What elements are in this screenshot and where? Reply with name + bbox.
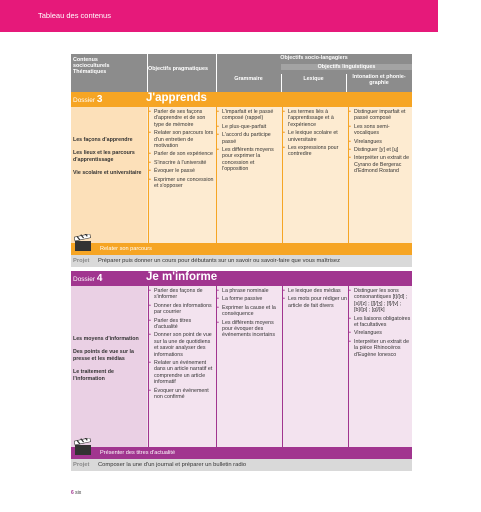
list-item: • L'imparfait et le passé composé (rappel) — [217, 109, 282, 122]
dossier-3-themes — [71, 107, 147, 243]
dossier-3-title: J'apprends — [146, 92, 207, 104]
header-pragmatiques: Objectifs pragmatiques — [148, 66, 208, 72]
list-item: • Distinguer [y] et [ɥ] — [349, 147, 412, 153]
header-lexique: Lexique — [303, 76, 324, 82]
strip-label: Présenter des titres d'actualité — [100, 450, 176, 456]
list-item: • Interpréter un extrait de Cyrano de Bergerac d'Edmond Rostand — [349, 155, 412, 174]
list-item: • Parler de ses façons d'apprendre et de son type de mémoire — [149, 109, 215, 128]
header-phonie: Intonation et phonie-graphie — [352, 74, 406, 86]
theme: Les moyens d'information — [73, 336, 139, 342]
list-item: • Donner son point de vue sur la une de quotidiens et savoir analyser des informations — [149, 332, 215, 358]
list-item: • Les mots pour rédiger un article de fait divers — [283, 296, 347, 309]
dossier-4-bar — [71, 271, 412, 286]
dossier-4-grammaire — [217, 286, 282, 447]
list-item: • La forme passive — [217, 296, 282, 302]
theme: Le traitement de l'information — [73, 369, 114, 382]
list-item: • L'accord du participe passé — [217, 132, 282, 145]
contents-table — [71, 54, 412, 471]
list-item: • Exprimer la cause et la conséquence — [217, 305, 282, 318]
dossier-4-themes — [71, 286, 147, 447]
header-divider — [147, 54, 148, 92]
list-item: • Le plus-que-parfait — [217, 124, 282, 130]
list-item: • Parler des façons de s'informer — [149, 288, 215, 301]
strip-label: Relater son parcours — [100, 246, 152, 252]
header-divider — [216, 54, 217, 92]
projet-text: Préparer puis donner un cours pour débutants sur un savoir ou savoir-faire que vous maîtrisez — [98, 258, 340, 264]
list-item: • Distinguer les sons consonantiques [t]/[d] ; [s]/[z] ; [ʃ]/[ʒ] ; [f]/[v] ; [b]/[p] ; [g]/[k] — [349, 288, 412, 314]
projet-text: Composer la une d'un journal et préparer un bulletin radio — [98, 462, 247, 468]
list-item: • Le lexique des médias — [283, 288, 347, 294]
list-item: • Donner des informations par courrier — [149, 303, 215, 316]
list-item: • Relater un événement dans un article narratif et comprendre un article informatif — [149, 360, 215, 386]
header-divider — [281, 74, 282, 92]
dossier-3-body — [71, 107, 412, 243]
dossier-4-phonie — [349, 286, 412, 447]
list-item: • Les différents moyens pour exprimer la concession et l'opposition — [217, 147, 282, 173]
list-item: • Les expressions pour contredire — [283, 145, 347, 158]
list-item: • La phrase nominale — [217, 288, 282, 294]
list-item: • Distinguer imparfait et passé composé — [349, 109, 412, 122]
theme: Les lieux et les parcours d'apprentissage — [73, 150, 135, 163]
list-item: • Les termes liés à l'apprentissage et à l'expérience — [283, 109, 347, 128]
dossier-4-lexique — [283, 286, 347, 447]
page-number: 6 six — [71, 490, 82, 496]
theme: Les façons d'apprendre — [73, 137, 133, 143]
list-item: • Exprimer une concession et s'opposer — [149, 177, 215, 190]
list-item: • Évoquer un événement non confirmé — [149, 388, 215, 401]
list-item: • Les sons semi-vocaliques — [349, 124, 412, 137]
dossier-4-number: Dossier 4 — [73, 273, 103, 284]
dossier-3-bar — [71, 92, 412, 107]
dossier-4-pragmatiques — [149, 286, 215, 447]
header-grammaire: Grammaire — [234, 76, 263, 82]
list-item: • Le lexique scolaire et universitaire — [283, 130, 347, 143]
list-item: • Virelangues — [349, 139, 412, 145]
dossier-3-phonie — [349, 107, 412, 243]
list-item: • Parler de son expérience — [149, 151, 215, 157]
dossier-3-number: Dossier 3 — [73, 94, 103, 105]
dossier-4-title: Je m'informe — [146, 271, 218, 283]
header-contenus: Contenus socioculturels Thématiques — [73, 57, 110, 75]
header-divider — [346, 74, 347, 92]
dossier-3-grammaire — [217, 107, 282, 243]
clapperboard-icon — [74, 438, 92, 456]
dossier-4-body — [71, 286, 412, 447]
dossier-3-video-strip — [71, 243, 412, 255]
dossier-3-pragmatiques — [149, 107, 215, 243]
table-header — [71, 54, 412, 92]
top-banner — [0, 0, 438, 32]
projet-label: Projet — [73, 462, 90, 468]
header-linguistiques: Objectifs linguistiques — [281, 64, 412, 70]
list-item: • Virelangues — [349, 330, 412, 336]
list-item: • Évoquer le passé — [149, 168, 215, 174]
list-item: • Les différents moyens pour évoquer des événements incertains — [217, 320, 282, 339]
dossier-3-lexique — [283, 107, 347, 243]
page-title: Tableau des contenus — [38, 11, 111, 20]
list-item: • Interpréter un extrait de la pièce Rhinocéros d'Eugène Ionesco — [349, 339, 412, 358]
dossier-4-projet — [71, 459, 412, 471]
list-item: • S'inscrire à l'université — [149, 160, 215, 166]
dossier-3-projet — [71, 255, 412, 267]
theme: Des points de vue sur la presse et les médias — [73, 349, 134, 362]
list-item: • Les liaisons obligatoires et facultatives — [349, 316, 412, 329]
list-item: • Relater son parcours lors d'un entretien de motivation — [149, 130, 215, 149]
projet-label: Projet — [73, 258, 90, 264]
theme: Vie scolaire et universitaire — [73, 170, 142, 177]
clapperboard-icon — [74, 234, 92, 252]
header-socio: Objectifs socio-langagiers — [280, 55, 348, 61]
dossier-4-video-strip — [71, 447, 412, 459]
list-item: • Parler des titres d'actualité — [149, 318, 215, 331]
